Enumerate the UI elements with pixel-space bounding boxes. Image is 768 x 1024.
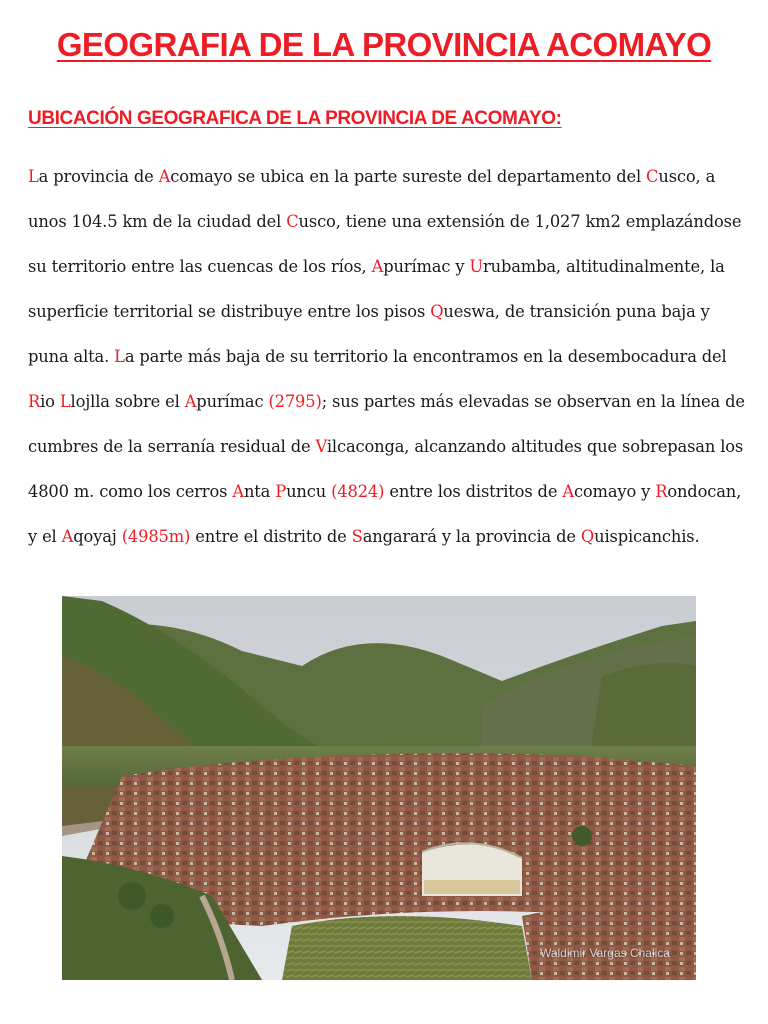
text-run: a provincia de (38, 167, 159, 186)
text-run: ondocan, y el (28, 482, 742, 546)
text-run: usco, a unos 104.5 km de la ciudad del (28, 167, 716, 231)
body-paragraph (28, 154, 750, 559)
highlighted-letter: L (28, 167, 39, 186)
text-run: angarará y la provincia de (362, 527, 581, 546)
text-run: uncu (286, 482, 332, 501)
highlighted-letter: (4985m) (121, 527, 191, 546)
highlighted-letter: A (232, 482, 244, 501)
highlighted-letter: A (158, 167, 171, 186)
highlighted-letter: S (351, 527, 363, 546)
highlighted-letter: A (184, 392, 197, 411)
text-run: ; sus partes más elevadas se observan en la línea de cumbres de la serranía residual de (28, 392, 745, 456)
text-run: a parte más baja de su territorio la encontramos en la desembocadura del (124, 347, 727, 366)
text-run: rubamba, altitudinalmente, la superficie territorial se distribuye entre los pisos (28, 257, 725, 321)
highlighted-letter: (4824) (331, 482, 385, 501)
photo-watermark: Waldimir Vargas Chalica (539, 946, 670, 960)
highlighted-letter: C (286, 212, 299, 231)
highlighted-letter: C (646, 167, 659, 186)
text-run: purímac y (383, 257, 470, 276)
text-run: io (40, 392, 60, 411)
text-run: qoyaj (73, 527, 122, 546)
town-landscape-photo (62, 596, 696, 980)
text-run: uispicanchis. (594, 527, 700, 546)
highlighted-letter: L (114, 347, 125, 366)
text-run: usco, tiene una extensión de 1,027 km2 emplazándose su territorio entre las cuencas de los ríos, (28, 212, 742, 276)
highlighted-letter: P (275, 482, 287, 501)
section-heading: UBICACIÓN GEOGRAFICA DE LA PROVINCIA DE ACOMAYO: (28, 108, 562, 129)
text-run: lojlla sobre el (70, 392, 185, 411)
text-run: entre el distrito de (190, 527, 352, 546)
highlighted-letter: A (562, 482, 574, 501)
text-run: nta (243, 482, 276, 501)
highlighted-letter: L (59, 392, 71, 411)
text-run: ueswa, de transición puna baja y puna alta. (28, 302, 710, 366)
text-run: comayo y (573, 482, 656, 501)
highlighted-letter: A (61, 527, 74, 546)
highlighted-letter: V (315, 437, 327, 456)
highlighted-letter: R (655, 482, 668, 501)
highlighted-letter: (2795) (268, 392, 322, 411)
text-run: purímac (196, 392, 269, 411)
page-title: GEOGRAFIA DE LA PROVINCIA ACOMAYO (56, 26, 712, 63)
text-run: comayo se ubica en la parte sureste del departamento del (170, 167, 647, 186)
text-run: entre los distritos de (384, 482, 563, 501)
highlighted-letter: Q (580, 527, 595, 546)
text-run: ilcaconga, alcanzando altitudes que sobrepasan los 4800 m. como los cerros (28, 437, 744, 501)
highlighted-letter: Q (430, 302, 444, 321)
highlighted-letter: R (28, 392, 41, 411)
highlighted-letter: A (371, 257, 384, 276)
highlighted-letter: U (469, 257, 483, 276)
